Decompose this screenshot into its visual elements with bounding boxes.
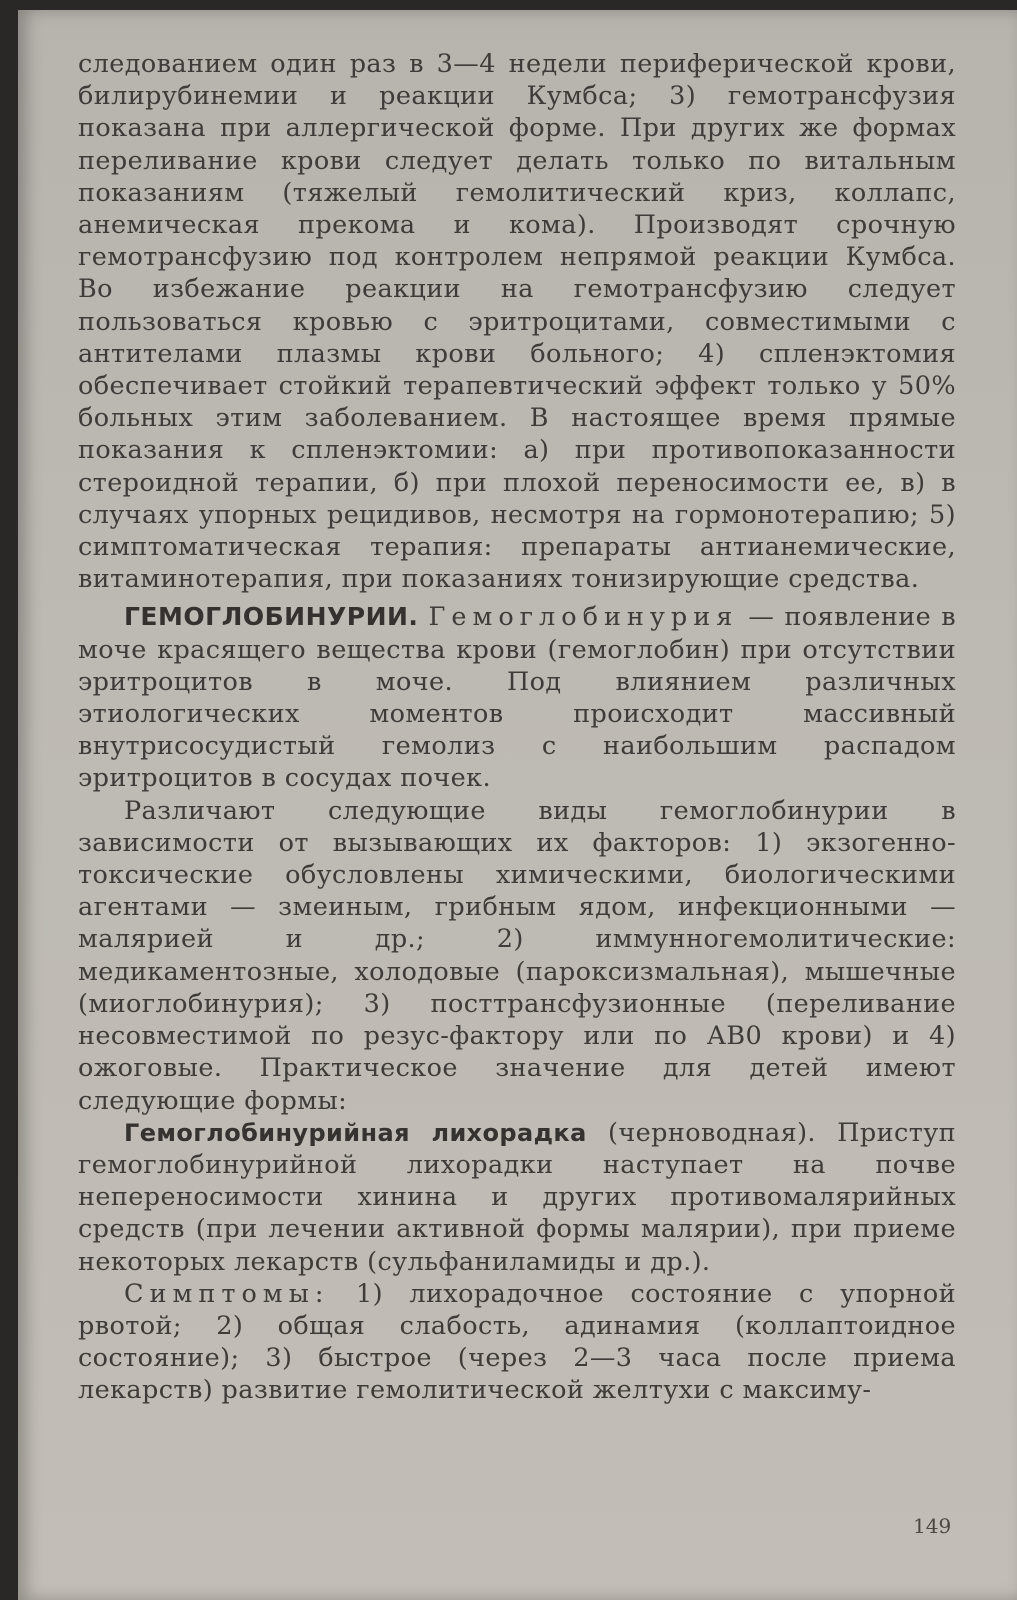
subheading-fever: Гемоглобинурийная лихорадка <box>124 1118 587 1147</box>
paragraph-treatment-text: следованием один раз в 3—4 недели периферической крови, билирубинемии и реакции Кумбса; 3) гемотрансфузия показана при аллергической форме. При других же формах переливание крови следует делать только по витальным показаниям (тяжелый гемолитический криз, коллапс, анемическая прекома и кома). Производят срочную гемотрансфузию под контролем непрямой реакции Кумбса. Во избежание реакции на гемотрансфузию следует пользоваться кровью с эритроцитами, совместимыми с антителами плазмы крови больного; 4) спленэктомия обеспечивает стойкий терапевтический эффект только у 50% больных этим заболеванием. В настоящее время прямые показания к спленэктомии: а) при противопоказанности стероидной терапии, б) при плохой переносимости ее, в) в случаях упорных рецидивов, несмотря на гормонотерапию; 5) симптоматическая терапия: препараты антианемические, витаминотерапия, при показаниях тонизирующие средства. <box>78 49 956 595</box>
term-hemoglobinuria: Гемоглобинурия <box>428 602 739 633</box>
paragraph-treatment <box>78 48 956 595</box>
paragraph-types <box>78 795 956 1117</box>
section-heading: ГЕМОГЛОБИНУРИИ. <box>124 602 419 632</box>
symptoms-label: Симптомы: <box>124 1278 330 1309</box>
definition-text: — появление в моче красящего вещества крови (гемоглобин) при отсутствии эритроцитов в моче. Под влиянием различных этиологических моментов происходит массивный внутрисосудистый гемолиз с наибольшим распадом эритроцитов в сосудах почек. <box>78 602 956 794</box>
paragraph-types-text: Различают следующие виды гемоглобинурии в зависимости от вызывающих их факторов: 1) экзогенно-токсические обусловлены химическими, биологическими агентами — змеиным, грибным ядом, инфекционными — малярией и др.; 2) иммунногемолитические: медикаментозные, холодовые (пароксизмальная), мышечные (миоглобинурия); 3) посттрансфузионные (переливание несовместимой по резус-фактору или по АВ0 крови) и 4) ожоговые. Практическое значение для детей имеют следующие формы: <box>78 795 956 1116</box>
paragraph-fever <box>78 1117 956 1278</box>
book-page <box>18 10 1017 1600</box>
page-number: 149 <box>913 1514 952 1538</box>
paragraph-fever-text: (черноводная). Приступ гемоглобинурийной лихорадки наступает на почве непереносимости хинина и других противомалярийных средств (при лечении активной формы малярии), при приеме некоторых лекарств (сульфаниламиды и др.). <box>78 1117 957 1277</box>
page-body <box>78 48 956 1407</box>
paragraph-symptoms <box>78 1278 956 1407</box>
paragraph-hemoglobinuria-definition <box>78 601 956 794</box>
paragraph-symptoms-text: 1) лихорадочное состояние с упорной рвотой; 2) общая слабость, адинамия (коллаптоидное состояние); 3) быстрое (через 2—3 часа после приема лекарств) развитие гемолитической желтухи с максиму- <box>78 1278 956 1406</box>
